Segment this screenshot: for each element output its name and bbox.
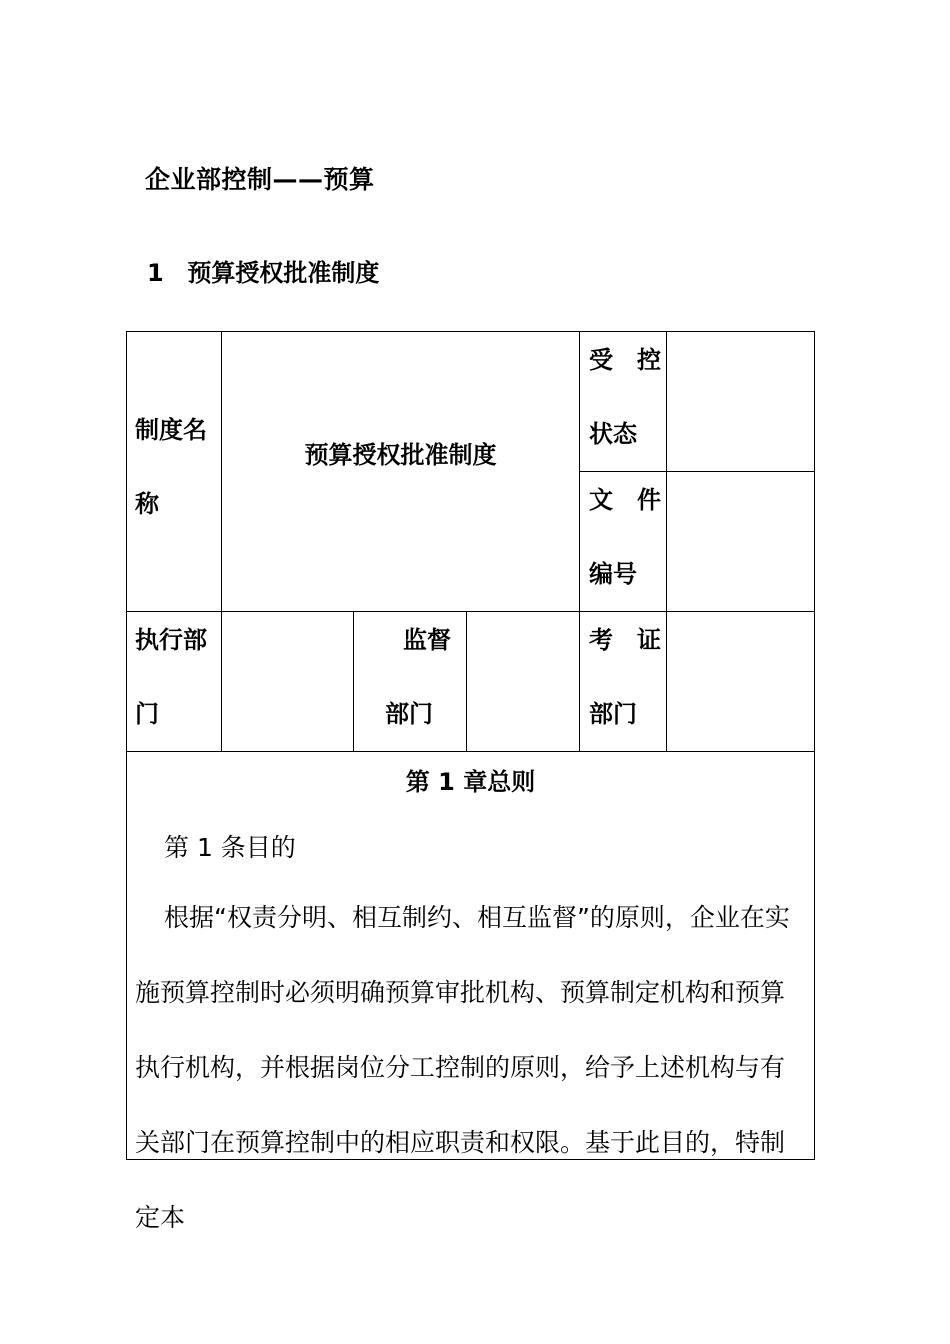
label-line: 门 [135, 700, 159, 728]
chapter-heading: 第 1 章总则 [405, 768, 536, 796]
table-divider [126, 611, 815, 612]
label-line: 监督 [403, 626, 451, 654]
label-line: 考 证 [589, 626, 661, 654]
label-line: 部门 [385, 700, 433, 728]
table-divider [466, 611, 467, 751]
regulation-name-value: 预算授权批准制度 [304, 441, 497, 469]
label-line: 执行部 [135, 626, 207, 654]
audit-dept-label [589, 603, 669, 751]
article-heading: 第 1 条目的 [164, 833, 296, 862]
label-line: 称 [135, 490, 159, 518]
file-number-label [589, 463, 669, 611]
label-line: 部门 [589, 700, 637, 728]
label-line: 编号 [589, 560, 637, 588]
label-line: 状态 [589, 420, 637, 448]
table-divider [579, 331, 580, 751]
supervise-dept-label [385, 603, 451, 751]
section-heading [147, 253, 379, 288]
table-divider [221, 331, 222, 751]
label-line: 文 件 [589, 486, 661, 514]
regulation-name-label [135, 393, 215, 541]
article-paragraph: 根据“权责分明、相互制约、相互监督”的原则，企业在实施预算控制时必须明确预算审批机构、预算制定机构和预算执行机构，并根据岗位分工控制的原则，给予上述机构与有关部门在预算控制中的相应职责和权限。基于此目的，特制定本 [135, 903, 790, 1232]
document-title: 企业部控制——预算 [145, 165, 375, 194]
section-title: 预算授权批准制度 [187, 259, 380, 287]
table-divider [126, 751, 815, 752]
control-status-label [589, 323, 669, 471]
label-line: 受 控 [589, 346, 661, 374]
section-number: 1 [147, 259, 164, 287]
label-line: 制度名 [135, 416, 207, 444]
table-divider [353, 611, 354, 751]
exec-dept-label [135, 603, 215, 751]
